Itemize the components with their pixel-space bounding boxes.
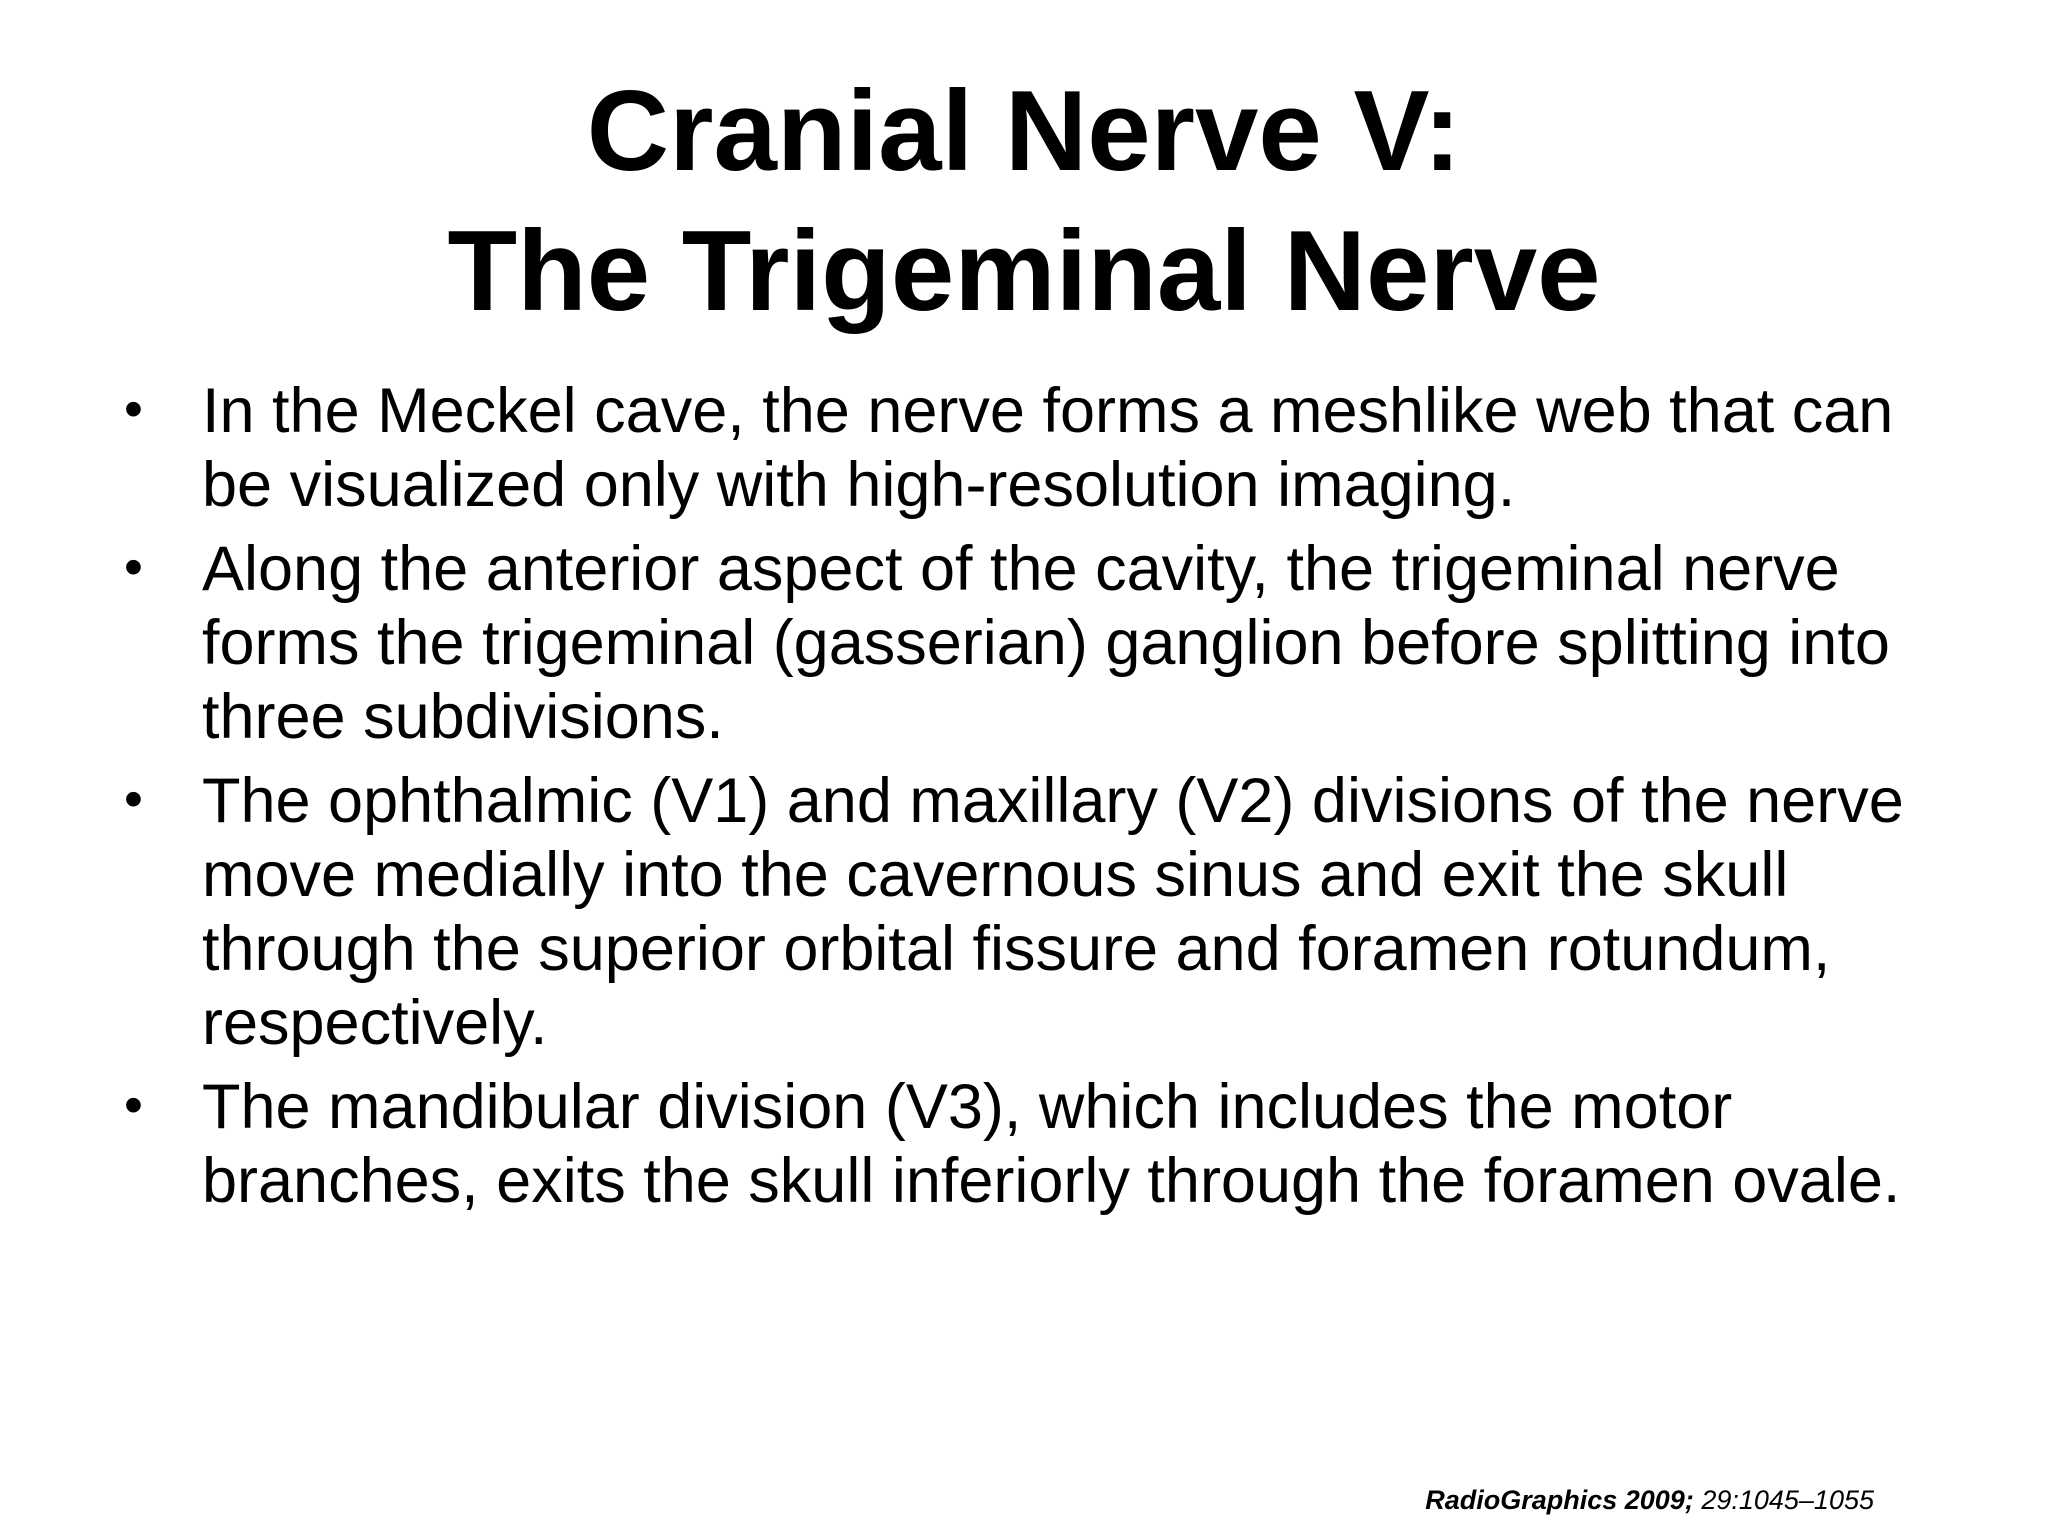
slide-title-line-2: The Trigeminal Nerve [447, 208, 1601, 335]
bullet-icon: • [124, 379, 143, 439]
citation [1425, 1484, 1874, 1516]
slide-title [0, 62, 2048, 342]
citation-pages: 29:1045–1055 [1693, 1485, 1874, 1515]
bullet-icon: • [124, 537, 143, 597]
citation-journal: RadioGraphics 2009; [1425, 1485, 1694, 1515]
bullet-item [120, 532, 1960, 754]
bullet-text: In the Meckel cave, the nerve forms a meshlike web that can be visualized only with high-resolution imaging. [202, 376, 1894, 520]
bullet-item [120, 374, 1960, 522]
bullet-text: The ophthalmic (V1) and maxillary (V2) divisions of the nerve move medially into the cavernous sinus and exit the skull through the superior orbital fissure and foramen rotundum, respectively. [202, 766, 1904, 1058]
slide-title-line-1: Cranial Nerve V: [586, 68, 1462, 195]
bullet-item [120, 1070, 1960, 1218]
bullet-item [120, 764, 1960, 1060]
bullet-icon: • [124, 1075, 143, 1135]
bullet-text: The mandibular division (V3), which includes the motor branches, exits the skull inferiorly through the foramen ovale. [202, 1072, 1901, 1216]
bullet-list [120, 374, 1960, 1228]
bullet-text: Along the anterior aspect of the cavity, the trigeminal nerve forms the trigeminal (gasserian) ganglion before splitting into three subdivisions. [202, 534, 1890, 752]
bullet-icon: • [124, 769, 143, 829]
